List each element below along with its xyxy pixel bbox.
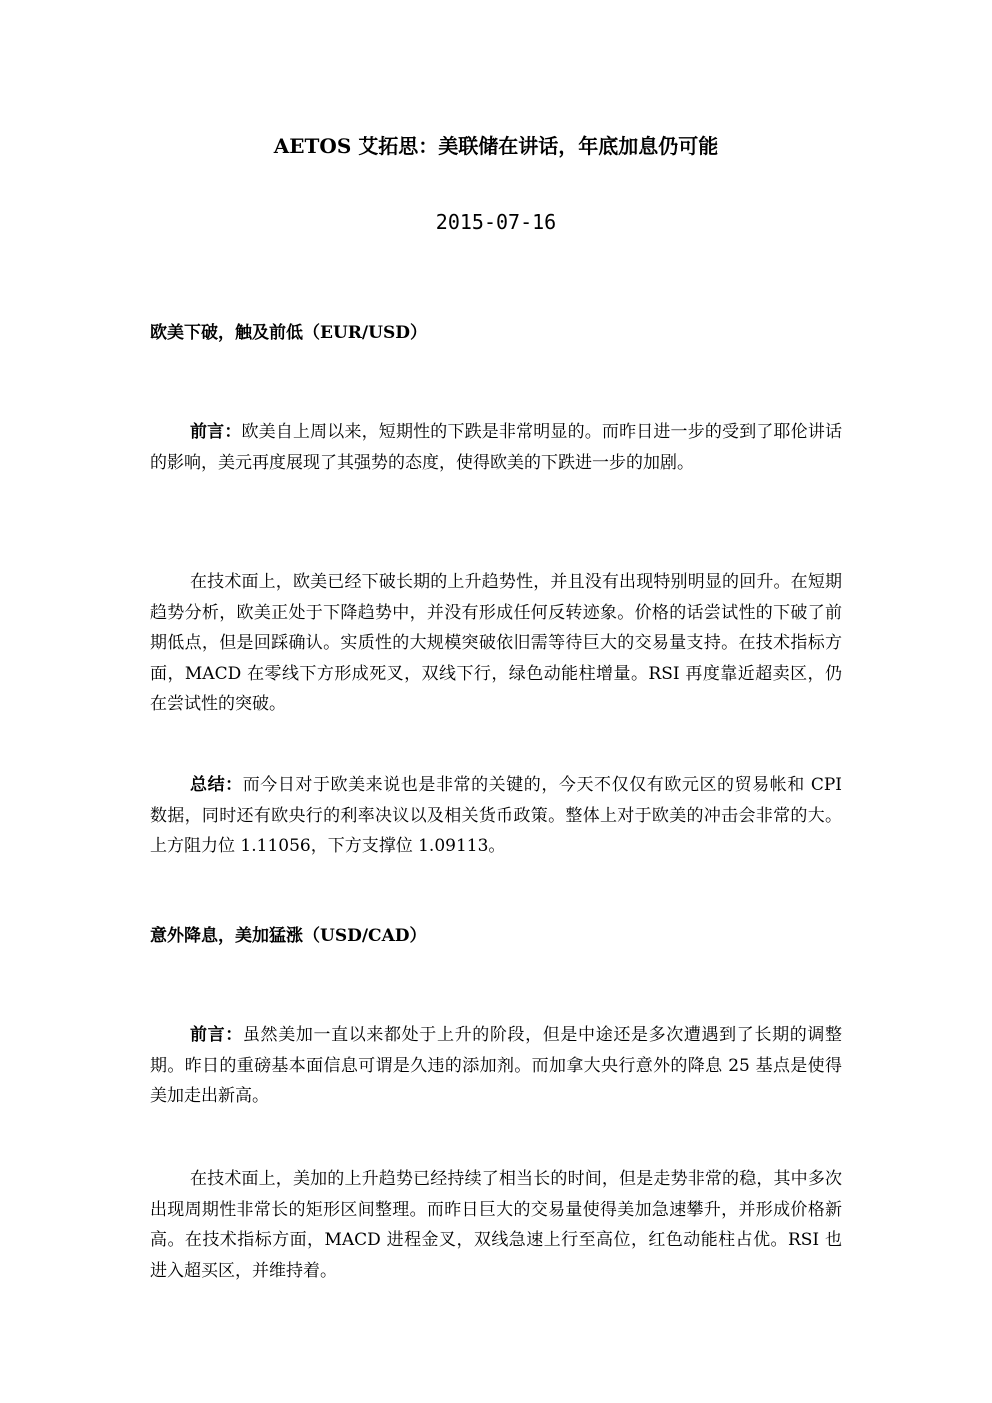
- section-heading-eurusd: 欧美下破，触及前低（EUR/USD）: [150, 323, 427, 343]
- eurusd-technical-paragraph: 在技术面上，欧美已经下破长期的上升趋势性，并且没有出现特别明显的回升。在短期趋势分析，欧美正处于下降趋势中，并没有形成任何反转迹象。价格的话尝试性的下破了前期低点，但是回踩确认。实质性的大规模突破依旧需等待巨大的交易量支持。在技术指标方面，MACD 在零线下方形成死叉，双线下行，绿色动能柱增量。RSI 再度靠近超卖区，仍在尝试性的突破。: [150, 572, 842, 714]
- eurusd-summary-paragraph: [150, 770, 842, 862]
- intro-lead-label: 前言：: [190, 1025, 243, 1045]
- intro-lead-label: 前言：: [190, 422, 242, 442]
- summary-lead-label: 总结：: [190, 775, 243, 795]
- summary-text: 而今日对于欧美来说也是非常的关键的，今天不仅仅有欧元区的贸易帐和 CPI 数据，同时还有欧央行的利率决议以及相关货币政策。整体上对于欧美的冲击会非常的大。上方阻力位 1.11056，下方支撑位 1.09113。: [150, 775, 842, 856]
- document-date: 2015-07-16: [435, 210, 557, 234]
- usdcad-technical-paragraph: 在技术面上，美加的上升趋势已经持续了相当长的时间，但是走势非常的稳，其中多次出现周期性非常长的矩形区间整理。而昨日巨大的交易量使得美加急速攀升，并形成价格新高。在技术指标方面，MACD 进程金叉，双线急速上行至高位，红色动能柱占优。RSI 也进入超买区，并维持着。: [150, 1169, 842, 1281]
- document-title: AETOS 艾拓思：美联储在讲话，年底加息仍可能: [273, 134, 719, 158]
- intro-text: 虽然美加一直以来都处于上升的阶段，但是中途还是多次遭遇到了长期的调整期。昨日的重磅基本面信息可谓是久违的添加剂。而加拿大央行意外的降息 25 基点是使得美加走出新高。: [150, 1025, 843, 1106]
- usdcad-intro-paragraph: [150, 1020, 842, 1112]
- intro-text: 欧美自上周以来，短期性的下跌是非常明显的。而昨日进一步的受到了耶伦讲话的影响，美元再度展现了其强势的态度，使得欧美的下跌进一步的加剧。: [150, 422, 843, 473]
- eurusd-intro-paragraph: [150, 417, 842, 478]
- section-heading-usdcad: 意外降息，美加猛涨（USD/CAD）: [150, 926, 427, 946]
